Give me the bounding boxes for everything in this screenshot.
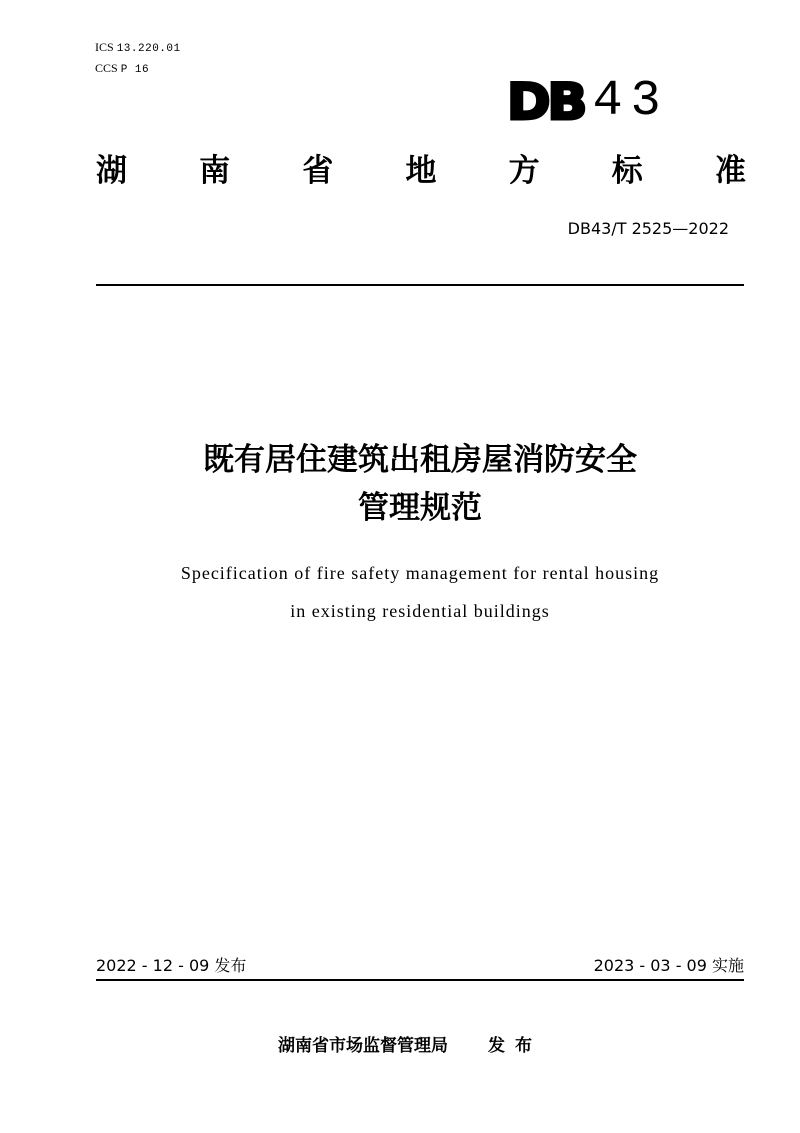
top-divider — [96, 284, 744, 286]
implementation-date: 2023 - 03 - 09 实施 — [593, 956, 744, 975]
date-row — [96, 955, 744, 977]
standard-number: DB43/T 2525—2022 — [567, 219, 729, 238]
db-region-code: 43 — [592, 73, 669, 130]
publisher-line — [0, 1034, 800, 1058]
standard-type-char: 准 — [714, 153, 746, 189]
bottom-divider — [96, 979, 744, 981]
chinese-title-line1: 既有居住建筑出租房屋消防安全 — [203, 442, 637, 478]
db-standard-mark — [507, 73, 669, 131]
english-title-line2: in existing residential buildings — [290, 601, 550, 621]
ics-label: ICS — [95, 40, 114, 54]
chinese-title-line2: 管理规范 — [358, 490, 482, 526]
standard-type-char: 湖 — [96, 153, 127, 189]
db-logo-icon: DB — [507, 73, 585, 131]
standard-type-char: 省 — [302, 153, 334, 189]
ics-code — [95, 38, 181, 59]
ics-value: 13.220.01 — [116, 43, 181, 55]
standard-type-char: 南 — [199, 153, 231, 189]
publisher-name: 湖南省市场监督管理局 — [278, 1036, 448, 1056]
classification-codes — [95, 38, 181, 80]
standard-type-char: 方 — [508, 153, 540, 189]
publisher-action: 发布 — [488, 1036, 542, 1056]
english-title-line1: Specification of fire safety management for rental housing — [180, 563, 660, 583]
ccs-value: P 16 — [120, 64, 150, 76]
standard-type-char: 标 — [611, 153, 643, 189]
standard-type-heading — [96, 150, 746, 192]
chinese-title — [0, 436, 800, 532]
issue-date: 2022 - 12 - 09 发布 — [96, 956, 247, 975]
standard-type-char: 地 — [405, 153, 437, 189]
english-title — [0, 554, 800, 630]
ccs-label: CCS — [95, 61, 118, 75]
ccs-code — [95, 59, 181, 80]
